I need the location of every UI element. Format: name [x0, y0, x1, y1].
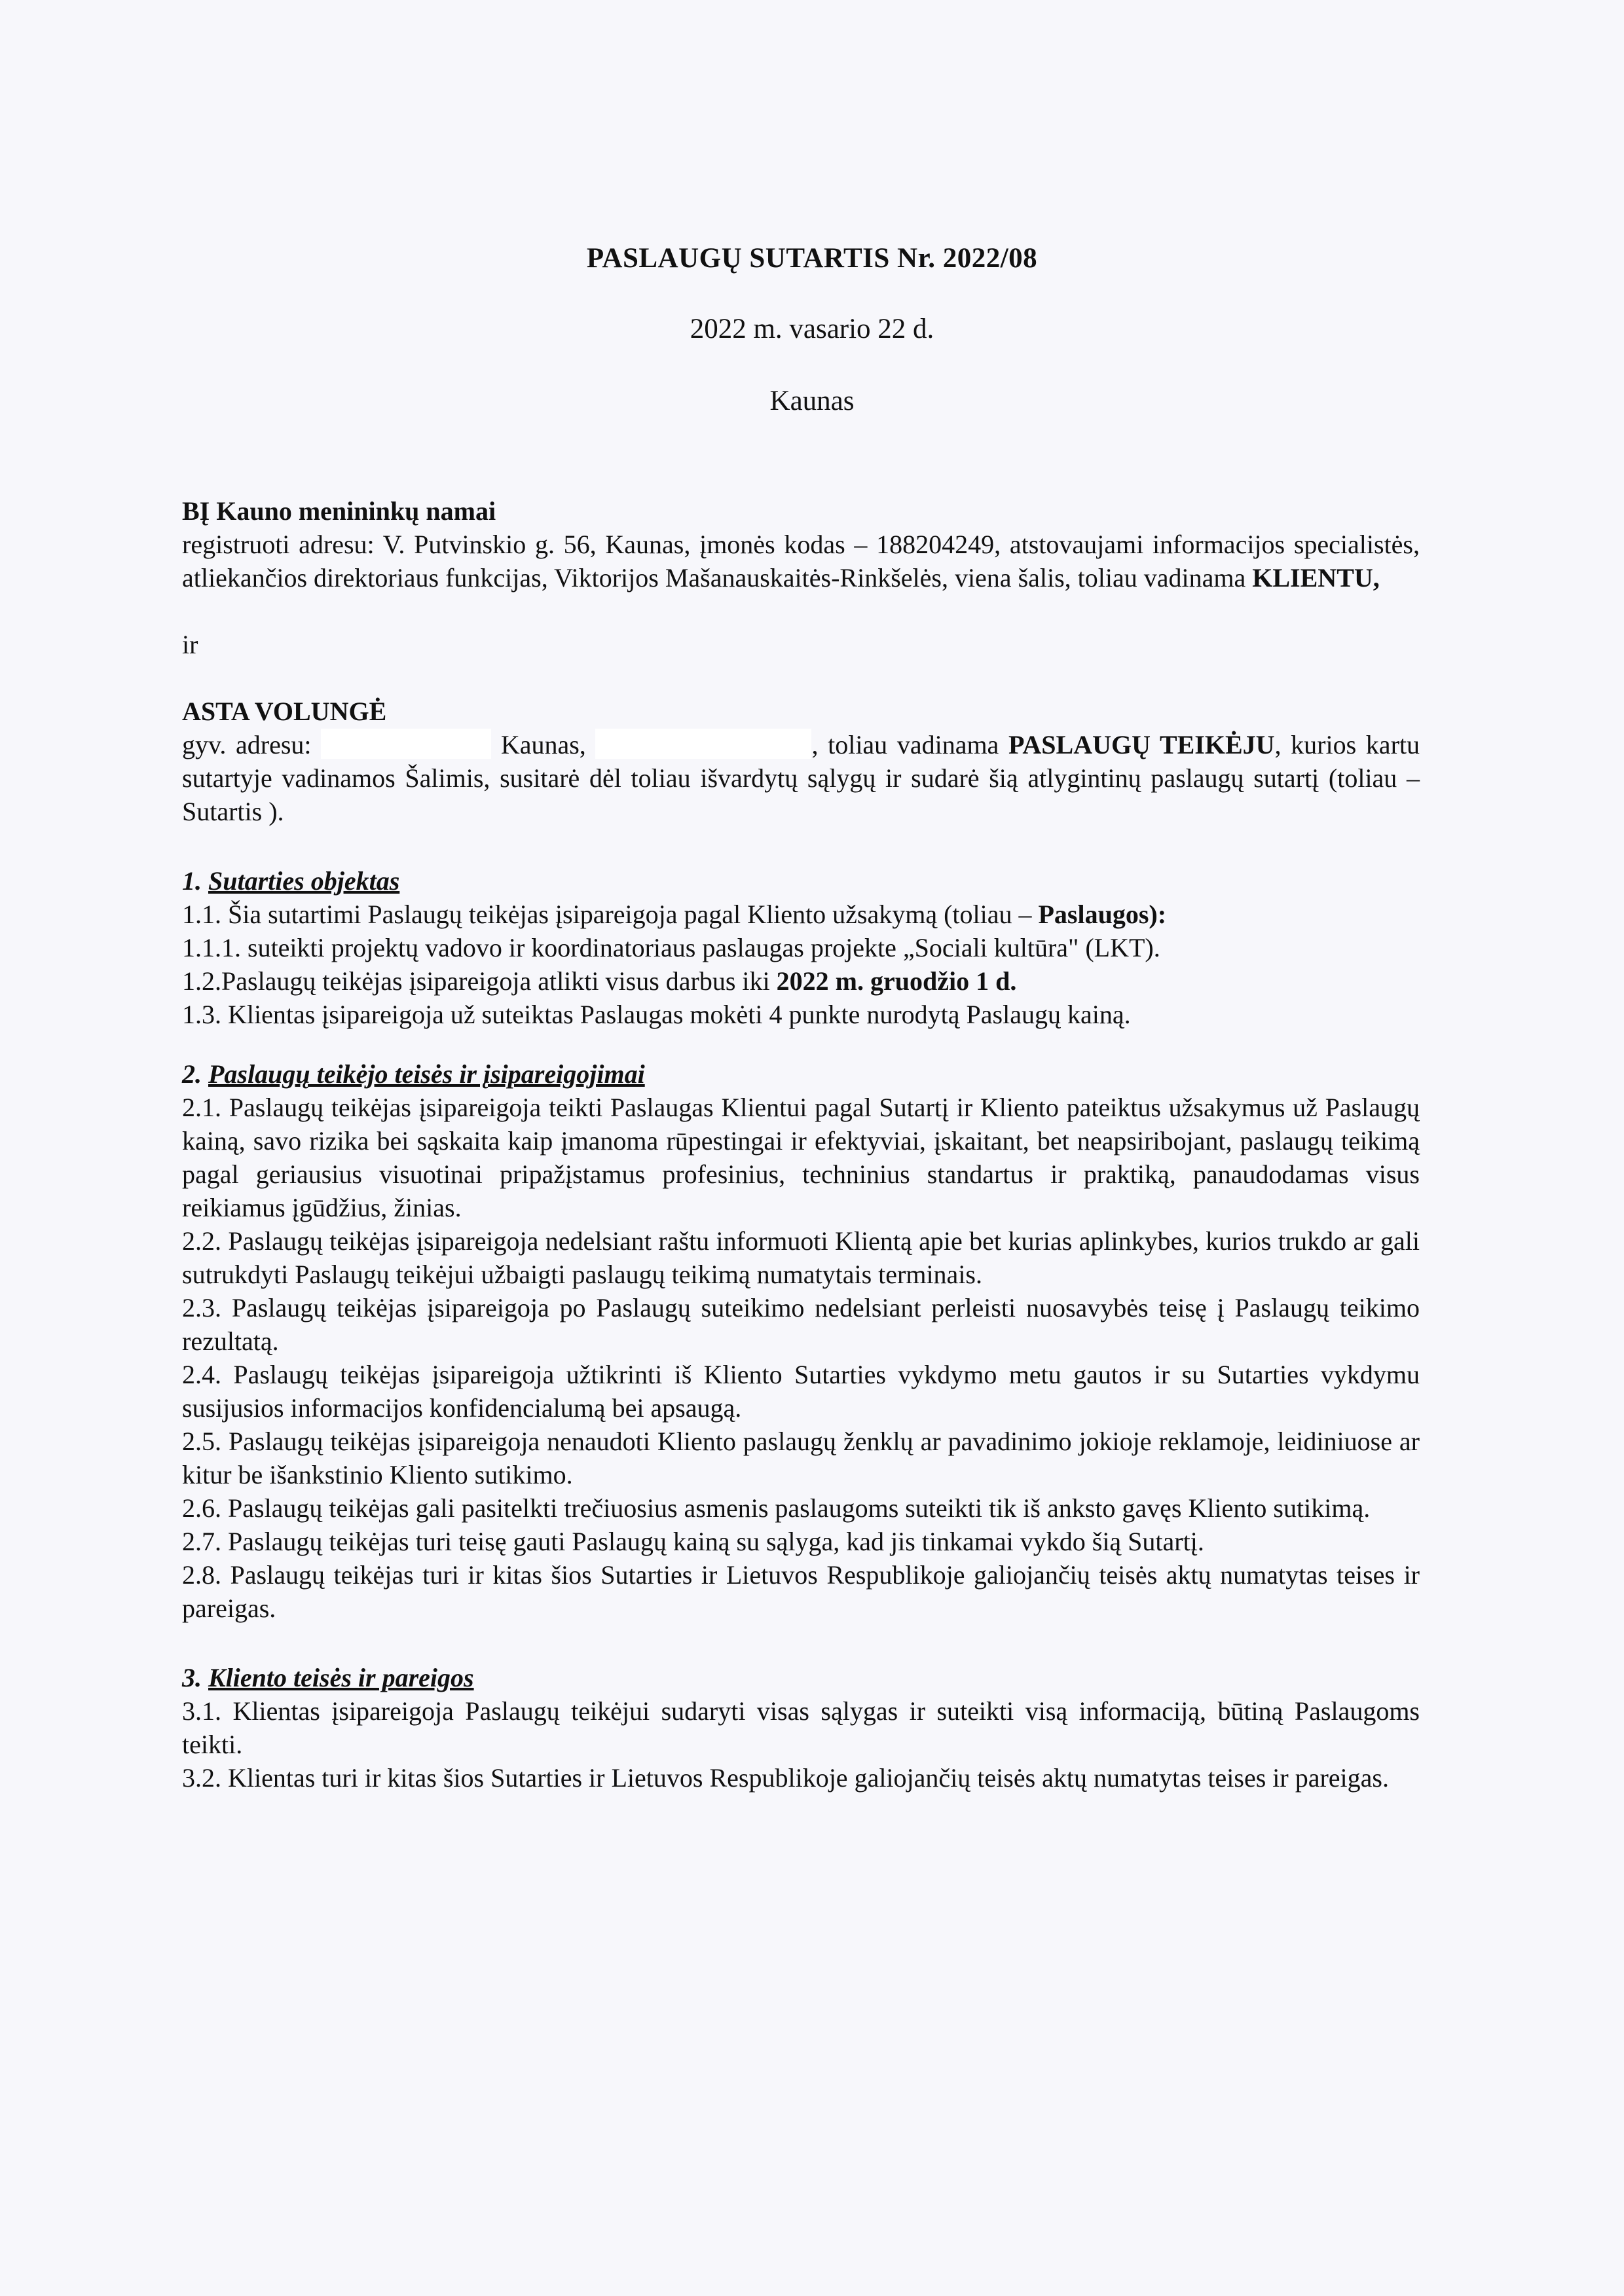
- contract-title: PASLAUGŲ SUTARTIS Nr. 2022/08: [586, 243, 1038, 274]
- contract-body: [182, 494, 1420, 1795]
- provider-name: ASTA VOLUNGĖ: [182, 697, 387, 726]
- clause-1-1: 1.1. Šia sutartimi Paslaugų teikėjas įsipareigoja pagal Kliento užsakymą (toliau – Paslaugos):: [182, 900, 1167, 929]
- provider-role: PASLAUGŲ TEIKĖJU: [1008, 730, 1275, 759]
- section-1-heading: 1. Sutarties objektas: [182, 866, 400, 896]
- section-2-heading: 2. Paslaugų teikėjo teisės ir įsipareigojimai: [182, 1059, 645, 1089]
- clause-2-1: 2.1. Paslaugų teikėjas įsipareigoja teikti Paslaugas Klientui pagal Sutartį ir Kliento pateiktus užsakymus už Paslaugų kainą, savo rizika bei sąskaita kaip įmanoma rūpestingai ir efektyviai, įskaitant, bet neapsiribojant, paslaugų teikimą pagal geriausius visuotinai pripažįstamus profesinius, techninius standartus ir praktiką, panaudodamas visus reikiamus įgūdžius, žinias.: [182, 1093, 1420, 1222]
- clause-2-7: 2.7. Paslaugų teikėjas turi teisę gauti Paslaugų kainą su sąlyga, kad jis tinkamai vykdo šią Sutartį.: [182, 1527, 1204, 1556]
- clause-2-3: 2.3. Paslaugų teikėjas įsipareigoja po Paslaugų suteikimo nedelsiant perleisti nuosavybės teisę į Paslaugų teikimo rezultatą.: [182, 1293, 1420, 1356]
- clause-2-2: 2.2. Paslaugų teikėjas įsipareigoja nedelsiant raštu informuoti Klientą apie bet kurias aplinkybes, kurios trukdo ar gali sutrukdyti Paslaugų teikėjui užbaigti paslaugų teikimą numatytais terminais.: [182, 1226, 1420, 1289]
- and-word: ir: [182, 630, 198, 659]
- client-name: BĮ Kauno menininkų namai: [182, 496, 496, 526]
- clause-3-1: 3.1. Klientas įsipareigoja Paslaugų teikėjui sudaryti visas sąlygas ir suteikti visą informaciją, būtiną Paslaugoms teikti.: [182, 1696, 1420, 1759]
- clause-1-1-1: 1.1.1. suteikti projektų vadovo ir koordinatoriaus paslaugas projekte „Sociali kultūra" (LKT).: [182, 933, 1160, 962]
- contract-date: 2022 m. vasario 22 d.: [690, 314, 934, 344]
- redacted-address-2: [595, 729, 811, 759]
- clause-3-2: 3.2. Klientas turi ir kitas šios Sutarties ir Lietuvos Respublikoje galiojančių teisės aktų numatytas teises ir pareigas.: [182, 1763, 1389, 1793]
- clause-2-6: 2.6. Paslaugų teikėjas gali pasitelkti trečiuosius asmenis paslaugoms suteikti tik iš anksto gavęs Kliento sutikimą.: [182, 1493, 1371, 1523]
- clause-1-3: 1.3. Klientas įsipareigoja už suteiktas Paslaugas mokėti 4 punkte nurodytą Paslaugų kainą.: [182, 1000, 1131, 1029]
- provider-paragraph: gyv. adresu: Kaunas, , toliau vadinama PASLAUGŲ TEIKĖJU, kurios kartu sutartyje vadinamos Šalimis, susitarė dėl toliau išvardytų sąlygų ir sudarė šią atlygintinų paslaugų sutartį (toliau – Sutartis ).: [182, 730, 1420, 826]
- clause-2-8: 2.8. Paslaugų teikėjas turi ir kitas šios Sutarties ir Lietuvos Respublikoje galiojančių teisės aktų numatytas teises ir pareigas.: [182, 1560, 1420, 1623]
- client-paragraph: registruoti adresu: V. Putvinskio g. 56, Kaunas, įmonės kodas – 188204249, atstovaujami informacijos specialistės, atliekančios direktoriaus funkcijas, Viktorijos Mašanauskaitės-Rinkšelės, viena šalis, toliau vadinama KLIENTU,: [182, 530, 1420, 592]
- clause-2-5: 2.5. Paslaugų teikėjas įsipareigoja nenaudoti Kliento paslaugų ženklų ar pavadinimo jokioje reklamoje, leidiniuose ar kitur be išankstinio Kliento sutikimo.: [182, 1427, 1420, 1489]
- clause-1-2: 1.2.Paslaugų teikėjas įsipareigoja atlikti visus darbus iki 2022 m. gruodžio 1 d.: [182, 966, 1017, 996]
- clause-2-4: 2.4. Paslaugų teikėjas įsipareigoja užtikrinti iš Kliento Sutarties vykdymo metu gautos ir su Sutarties vykdymu susijusios informacijos konfidencialumą bei apsaugą.: [182, 1360, 1420, 1423]
- contract-city: Kaunas: [769, 386, 855, 416]
- section-3-heading: 3. Kliento teisės ir pareigos: [182, 1663, 474, 1692]
- client-role: KLIENTU,: [1252, 563, 1380, 592]
- redacted-address: [321, 729, 491, 759]
